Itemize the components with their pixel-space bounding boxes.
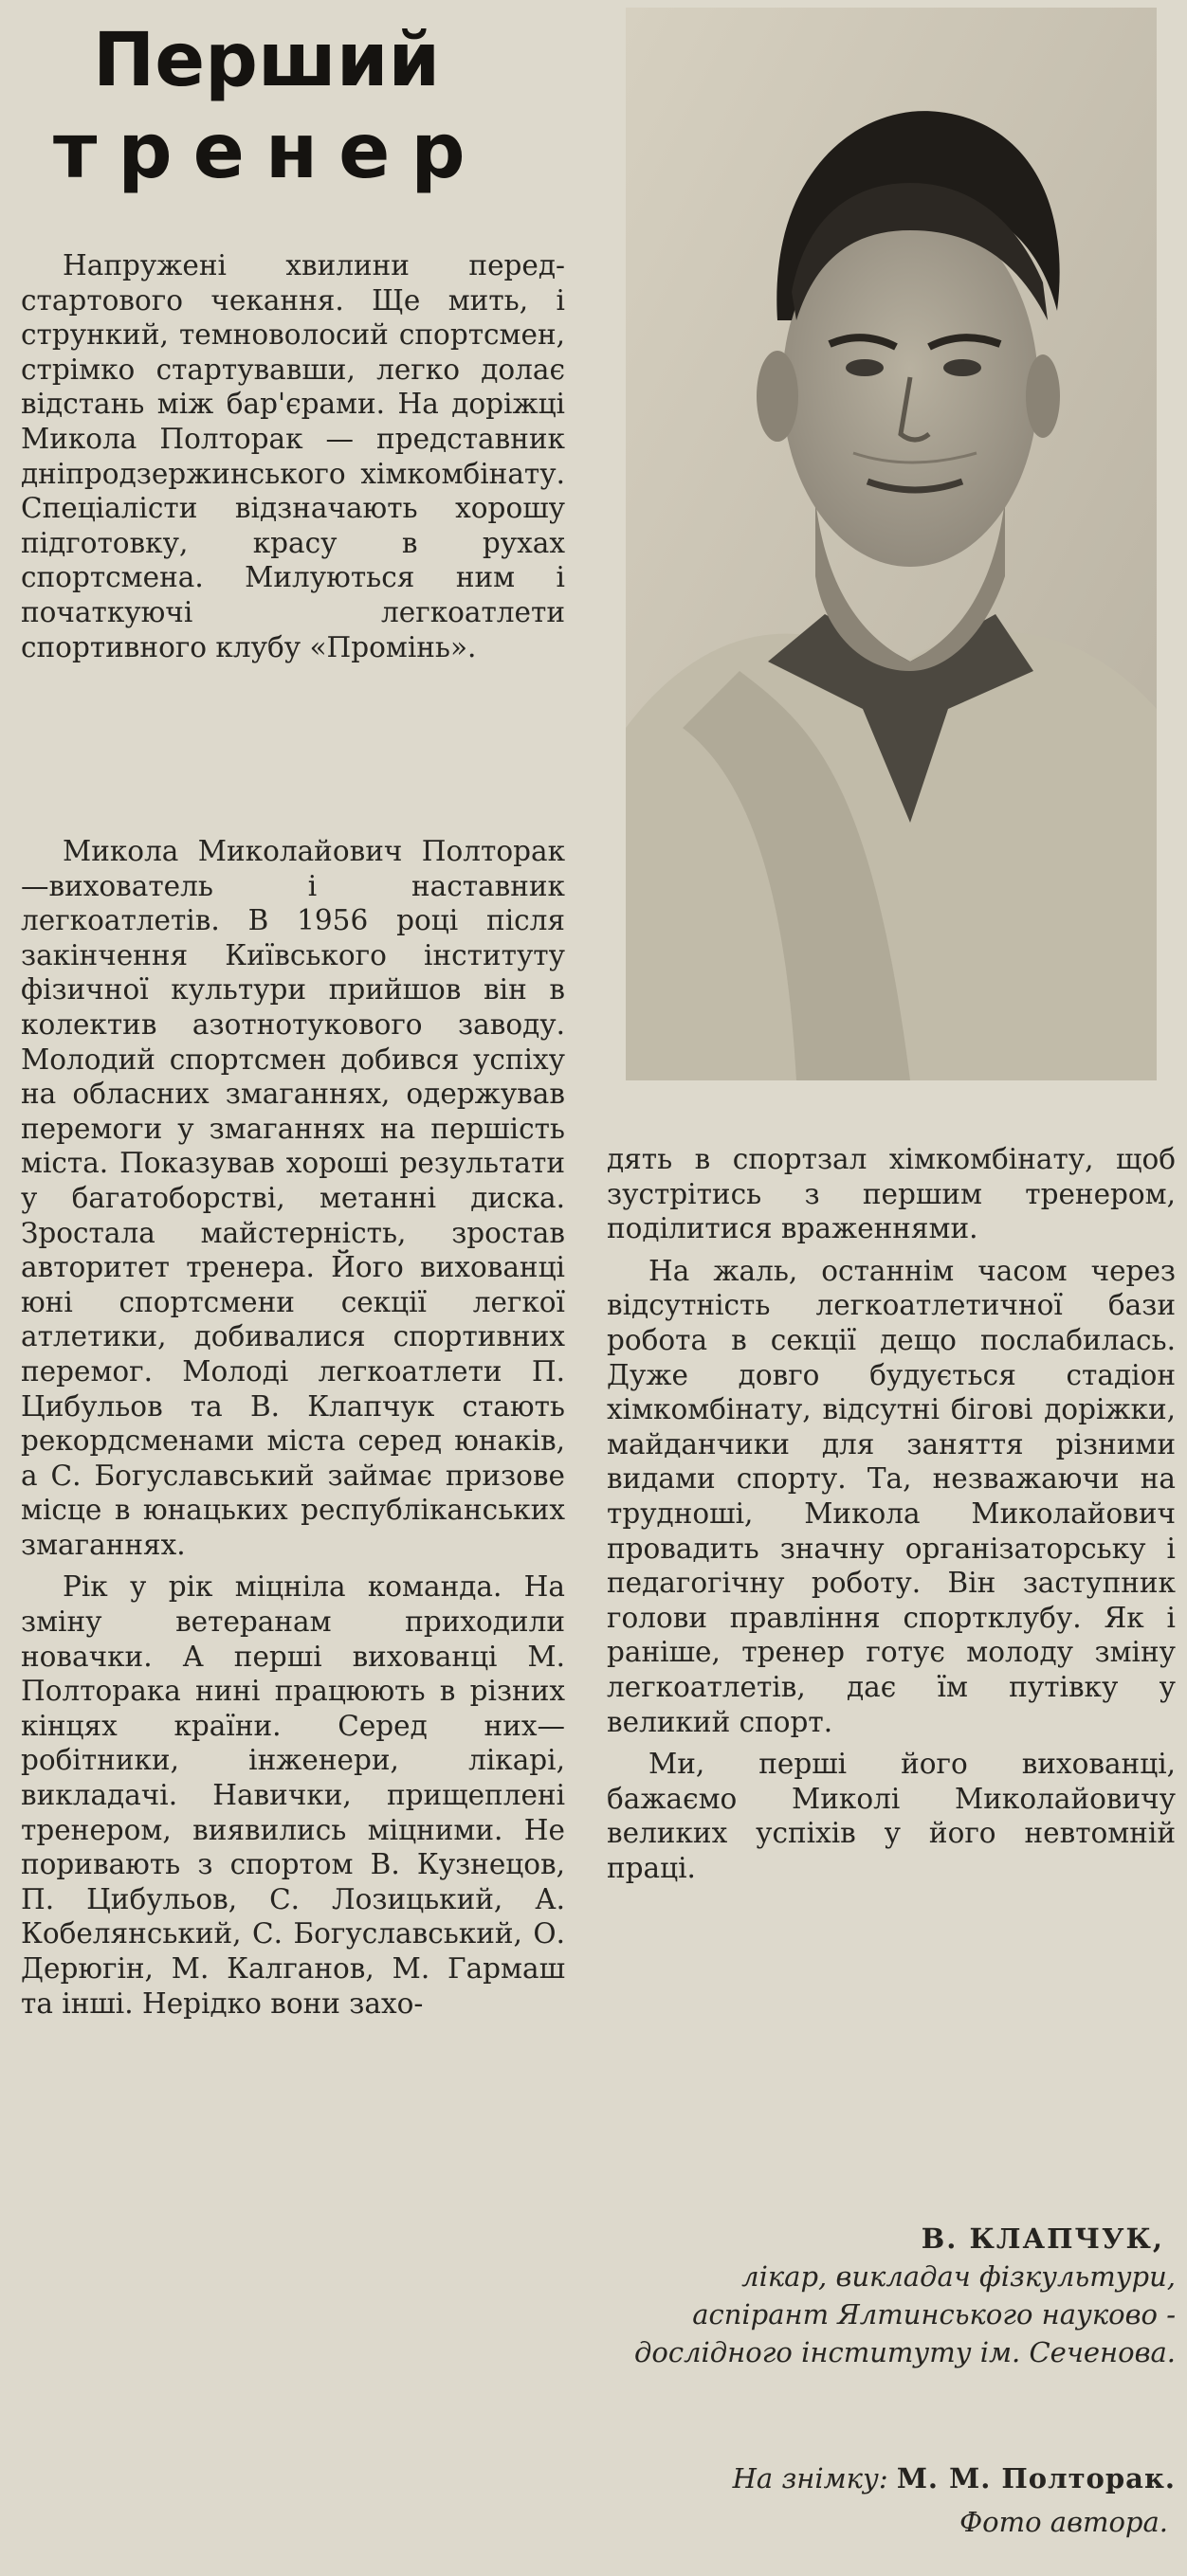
article-column-2 [607,1142,1176,1885]
author-name: В. КЛАПЧУК, [921,2222,1164,2255]
caption-subject: М. М. Полторак. [896,2462,1176,2494]
headline [38,17,607,199]
paragraph-2: Микола Миколайович Полторак—вихователь і наставник легкоатлетів. В 1956 році після закінчення Київського інституту фізичної культури прийшов він в колектив азотнотукового заводу. Молодий спортсмен добився успіху на обласних змаганнях, одержував перемоги у змаганнях на першість міста. Показував хороші результати у багатоборстві, метанні диска. Зростала майстерність, зростав авторитет тренера. Його вихованці юні спортсмени секції легкої атлетики, добивалися спортивних перемог. Молоді легкоатлети П. Цибульов та В. Клапчук стають рекордсменами міста серед юнаків, а С. Богуславський займає призове місце в юнацьких республіканських змаганнях. [21,835,565,1561]
portrait-illustration [626,8,1157,1080]
photo-caption [607,2457,1176,2544]
paragraph-3-continued: дять в спортзал хімкомбінату, щоб зустрітись з першим тренером, поділитися враженнями. [607,1143,1176,1245]
paragraph-3: Рік у рік міцніла команда. На зміну ветеранам приходили новачки. А перші вихованці М. Полторака нині працюють в різних кінцях країни. Серед них—робітники, інженери, лікарі, викладачі. Навички, прищеплені тренером, виявились міцними. Не поривають з спортом В. Кузнецов, П. Цибульов, С. Лозицький, А. Кобелянський, С. Богуславський, О. Дерюгін, М. Калганов, М. Гармаш та інші. Нерідко вони захо- [21,1570,565,2020]
headline-line-1: Перший [93,18,441,103]
article-column-1-top [21,248,565,664]
photo-credit: Фото автора. [959,2506,1168,2538]
portrait-photo [626,8,1157,1080]
paragraph-4: На жаль, останнім часом через відсутність легкоатлетичної бази робота в секції дещо послабилась. Дуже довго будується стадіон хімкомбінату, відсутні бігові доріжки, майданчики для заняття різними видами спорту. Та, незважаючи на трудноші, Микола Миколайович провадить значну організаторську і педагогічну роботу. Він заступник голови правління спортклубу. Як і раніше, тренер готує молоду зміну легкоатлетів, дає їм путівку у великий спорт. [607,1254,1176,1738]
author-signature [607,2220,1176,2371]
paragraph-5: Ми, перші його вихованці, бажаємо Миколі Миколайовичу великих успіхів у його невтомній праці. [607,1748,1176,1884]
article-column-1-bottom [21,834,565,2021]
headline-line-2: тренер [53,107,486,195]
author-role: лікар, викладач фізкультури, аспірант Ялтинського науково - дослідного інституту ім. Сеченова. [633,2260,1176,2368]
caption-label: На знімку: [732,2462,888,2494]
paragraph-1: Напружені хвилини перед-стартового чекання. Ще мить, і стрункий, темноволосий спортсмен, стрімко стартувавши, легко долає відстань між бар'єрами. На доріжці Микола Полторак — представник дніпродзержинського хімкомбінату. Спеціалісти відзначають хорошу підготовку, красу в рухах спортсмена. Милуються ним і початкуючі легкоатлети спортивного клубу «Промінь». [21,249,565,663]
